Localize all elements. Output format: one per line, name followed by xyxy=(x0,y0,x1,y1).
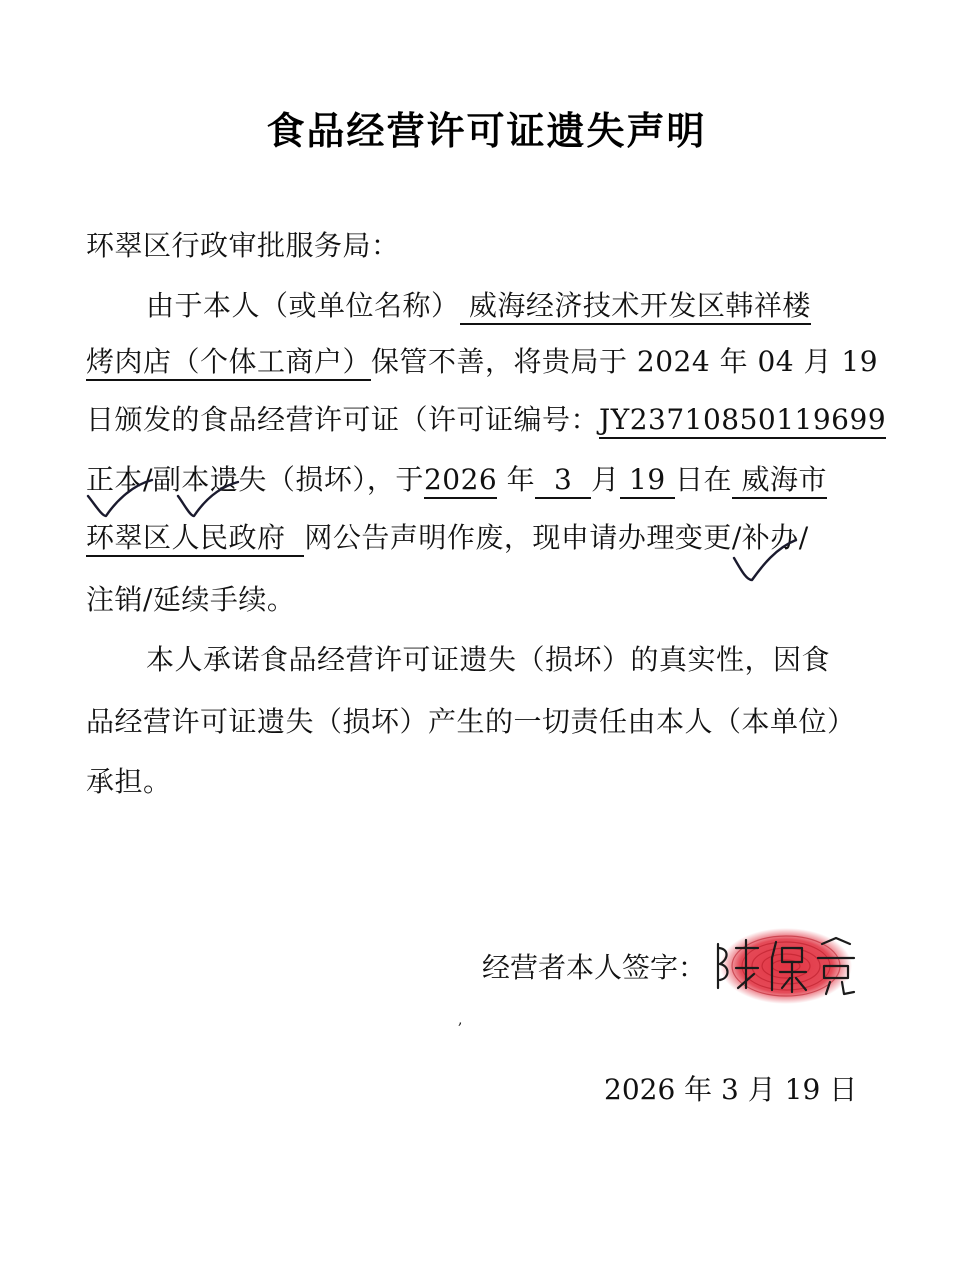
text: 日在 xyxy=(675,463,733,496)
stray-mark: , xyxy=(458,1012,463,1028)
paragraph1-line6: 注销/延续手续。 xyxy=(86,583,296,616)
paragraph1-line5 xyxy=(86,518,809,558)
paragraph1-line1 xyxy=(146,286,811,326)
text: 保管不善，将贵局于 2024 年 04 月 19 xyxy=(371,345,879,378)
license-number: JY23710850119699 xyxy=(599,403,886,439)
paragraph1-line3 xyxy=(86,400,886,440)
business-name-part1: 威海经济技术开发区韩祥楼 xyxy=(460,289,811,325)
text: 年 xyxy=(506,463,536,496)
text: 日颁发的食品经营许可证（许可证编号： xyxy=(86,403,600,436)
text: 正本/副本遗失（损坏），于 xyxy=(86,463,424,496)
document-date: 2026 年 3 月 19 日 xyxy=(604,1073,858,1106)
loss-year: 2026 xyxy=(424,463,497,499)
checkmark-original-icon xyxy=(86,476,156,520)
salutation: 环翠区行政审批服务局： xyxy=(86,229,400,262)
fingerprint-seal-icon xyxy=(706,918,866,1008)
signature-label: 经营者本人签字： xyxy=(482,951,707,984)
publish-place-part2: 环翠区人民政府 xyxy=(86,521,304,557)
paragraph2-line1: 本人承诺食品经营许可证遗失（损坏）的真实性，因食 xyxy=(146,643,831,676)
loss-day: 19 xyxy=(620,463,675,499)
business-name-part2: 烤肉店（个体工商户） xyxy=(86,345,371,381)
loss-month: 3 xyxy=(535,463,591,499)
paragraph2-line3: 承担。 xyxy=(86,765,172,798)
text: 网公告声明作废，现申请办理变更/补办/ xyxy=(304,521,809,554)
text: 由于本人（或单位名称） xyxy=(146,289,460,322)
checkmark-change-icon xyxy=(730,536,800,586)
text: 月 xyxy=(591,463,620,496)
publish-place-part1: 威海市 xyxy=(732,463,827,499)
checkmark-copy-icon xyxy=(176,478,242,522)
page-title: 食品经营许可证遗失声明 xyxy=(266,109,707,153)
paragraph2-line2: 品经营许可证遗失（损坏）产生的一切责任由本人（本单位） xyxy=(86,705,856,738)
paragraph1-line2 xyxy=(86,342,878,382)
